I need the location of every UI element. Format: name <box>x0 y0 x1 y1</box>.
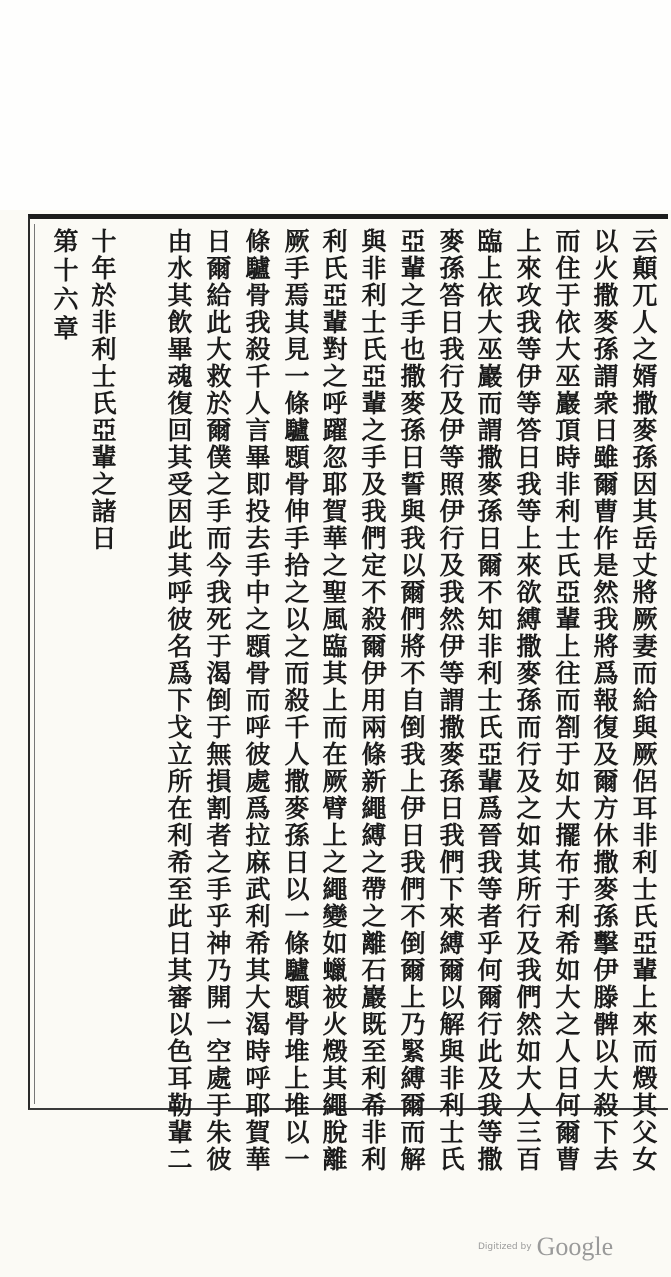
text-column-2: 以火撒麥孫謂衆日雖爾曹作是然我將爲報復及爾方休撒麥孫擊伊滕髀以大殺下去 <box>590 228 619 1173</box>
text-column-10: 厥手焉其見一條驢顋骨伸手拾之以之而殺千人撒麥孫日以一條驢顋骨堆上堆以一 <box>281 228 310 1173</box>
text-column-8: 與非利士氏亞輩之手及我們定不殺爾伊用兩條新繩縛之帶之離石巖既至利希非利 <box>358 228 387 1173</box>
text-column-12: 日爾給此大救於爾僕之手而今我死于渴倒于無損割者之手乎神乃開一空處于朱彼 <box>203 228 232 1173</box>
text-column-4: 上來攻我等伊等答日我等上來欲縛撒麥孫而行及之如其所行及我們然如大人三百 <box>513 228 542 1173</box>
text-column-14: 十年於非利士氏亞輩之諸日 <box>88 228 117 552</box>
text-column-11: 條驢骨我殺千人言畢即投去手中之顋骨而呼彼處爲拉麻武利希其大渴時呼耶賀華 <box>242 228 271 1173</box>
watermark-brand: Google <box>536 1232 614 1261</box>
text-column-7: 亞輩之手也撒麥孫日誓與我以爾們將不自倒我上伊日我們不倒爾上乃緊縛爾而解 <box>397 228 426 1173</box>
blank-page-top <box>0 0 671 210</box>
text-column-5: 臨上依大巫巖而謂撒麥孫日爾不知非利士氏亞輩爲晉我等者乎何爾行此及我等撒 <box>474 228 503 1173</box>
text-column-9: 利氏亞輩對之呼躍忽耶賀華之聖風臨其上而在厥臂上之繩變如蠟被火燬其繩脫離 <box>319 228 348 1173</box>
text-column-6: 麥孫答日我行及伊等照伊行及我然伊等謂撒麥孫日我們下來縛爾以解與非利士氏 <box>436 228 465 1173</box>
digitized-watermark <box>478 1232 668 1268</box>
text-column-13: 由水其飲畢魂復回其受因此其呼彼名爲下戈立所在利希至此日其審以色耳勒輩二 <box>164 228 193 1173</box>
text-column-1: 云顛兀人之婿撒麥孫因其岳丈將厥妻而給與厥侶耳非利士氏亞輩上來而燬其父女 <box>629 228 658 1173</box>
text-column-3: 而住于依大巫巖頂時非利士氏亞輩上往而劄于如大擺布于利希如大之人日何爾曹 <box>552 228 581 1173</box>
chapter-heading: 第十六章 <box>50 228 79 344</box>
watermark-prefix: Digitized by <box>478 1242 532 1252</box>
